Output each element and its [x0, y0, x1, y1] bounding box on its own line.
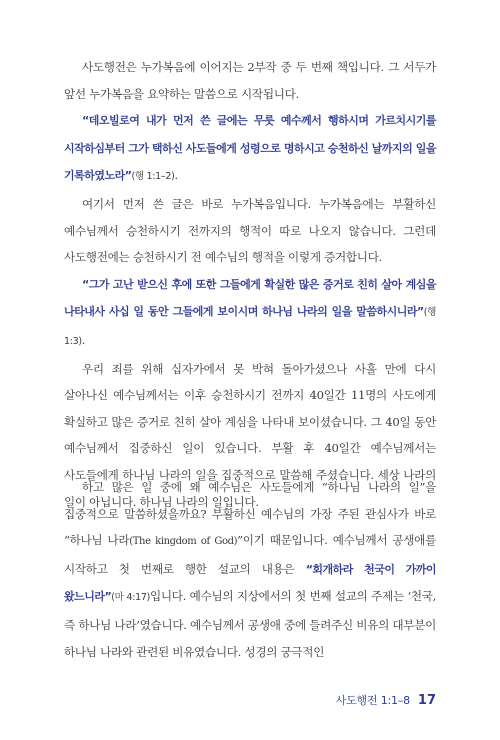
running-footer-title: 사도행전 1:1–8 — [335, 694, 410, 707]
sentence-end: . — [81, 332, 86, 347]
scripture-quote: “그가 고난 받으신 후에 또한 그들에게 확실한 많은 증거로 친히 살아 계심을 나타내사 사십 일 동안 그들에게 보이시며 하나님 나라의 일을 말씀하시니라” — [64, 277, 436, 319]
paragraph-quote-acts-1-1 — [64, 107, 436, 191]
section-1 — [64, 54, 436, 515]
page-footer — [336, 692, 436, 708]
paragraph-explanation: 여기서 먼저 쓴 글은 바로 누가복음입니다. 누가복음에는 부활하신 예수님께서 승천하시기 전까지의 행적이 따로 나오지 않습니다. 그런데 사도행전에는 승천하시기 전 예수님의 행적을 이렇게 증거합니다. — [64, 196, 436, 265]
text-run: 하고 많은 일 중에 왜 예수님은 사도들에게 “하나님 나라의 일”을 집중적으로 말씀하셨을까요? 부활하신 예수님의 가장 주된 관심사가 바로 “하나님 나라 — [64, 480, 436, 548]
page-number: 17 — [417, 693, 436, 708]
text-run: 입니다. 예수님의 지상에서의 첫 번째 설교의 주제는 ‘천국, 즉 하나님 나라’였습니다. 예수님께서 공생애 중에 들려주신 비유의 대부분이 하나님 나라와 관련된 비유였습니다. 성경의 궁극적인 — [64, 589, 437, 659]
scripture-quote: “회개하라 천국이 가까이 왔느니라” — [64, 562, 436, 604]
paragraph-resurrection: 우리 죄를 위해 십자가에서 못 박혀 돌아가셨으나 사흘 만에 다시 살아나신 예수님께서는 이후 승천하시기 전까지 40일간 11명의 사도에게 확실하고 많은 증거로 친히 살아 계심을 나타내 보이셨습니다. 그 40일 동안 예수님께서 집중하신 일이 있습니다. 부활 후 40일간 예수님께서는 사도들에게 하나님 나라의 일을 집중적으로 말씀해 주셨습니다. 세상 나라의 일이 아닙니다. 하나님 나라의 일입니다. — [64, 361, 436, 509]
sentence-end: . — [174, 168, 178, 183]
english-term: (The kingdom of God) — [129, 536, 238, 548]
paragraph-intro: 사도행전은 누가복음에 이어지는 2부작 중 두 번째 책입니다. 그 서두가 앞선 누가복음을 요약하는 말씀으로 시작됩니다. — [64, 60, 436, 101]
scripture-reference: (행 1:1–2) — [131, 171, 175, 183]
scripture-quote: “데오빌로여 내가 먼저 쓴 글에는 무릇 예수께서 행하시며 가르치시기를 시작하심부터 그가 택하신 사도들에게 성령으로 명하시고 승천하신 날까지의 일을 기록하였노라” — [64, 114, 436, 183]
scripture-reference: (마 4:17) — [111, 592, 150, 604]
section-2 — [64, 474, 436, 665]
scripture-reference: (행 1:3) — [64, 307, 436, 347]
text-run: ”이기 때문입니다. 예수님께서 공생애를 시작하고 첫 번째로 행한 설교의 내용은 — [64, 533, 436, 576]
paragraph-kingdom-of-god — [64, 474, 436, 665]
paragraph-quote-acts-1-3 — [64, 271, 436, 356]
